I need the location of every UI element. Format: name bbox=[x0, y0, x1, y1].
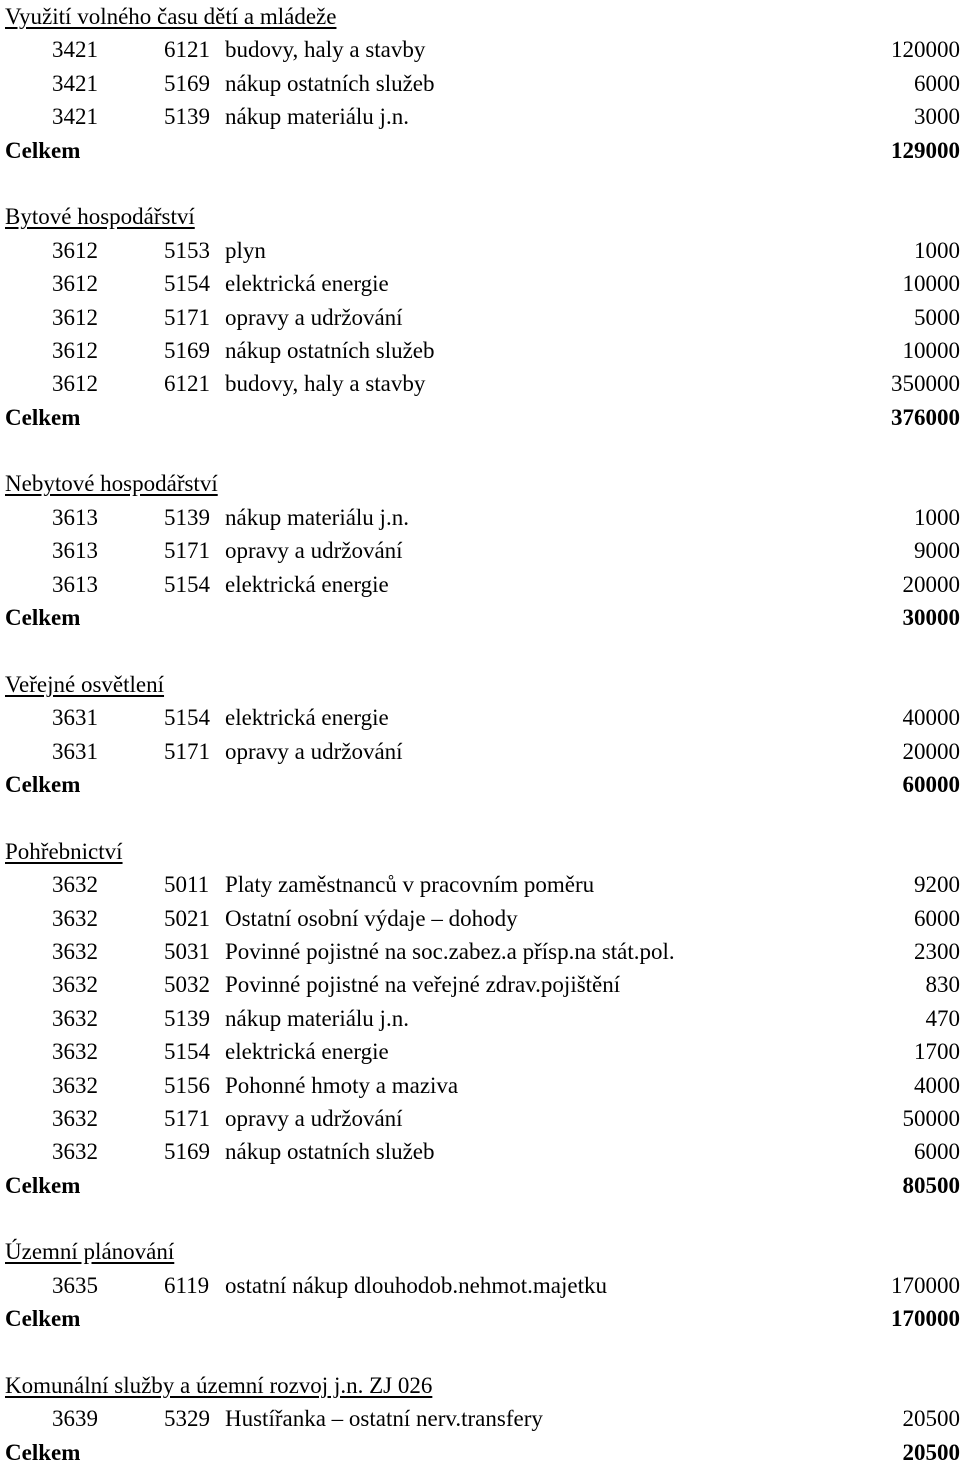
paragraph-code: 3421 bbox=[52, 33, 98, 66]
budget-row bbox=[5, 1035, 960, 1068]
paragraph-code: 3632 bbox=[52, 902, 98, 935]
section-total-row bbox=[5, 601, 960, 634]
total-label: Celkem bbox=[5, 138, 80, 163]
section-spacer bbox=[5, 434, 960, 467]
paragraph-code: 3421 bbox=[52, 100, 98, 133]
section-spacer bbox=[5, 801, 960, 834]
item-amount: 10000 bbox=[903, 267, 960, 300]
paragraph-code: 3613 bbox=[52, 568, 98, 601]
budget-row bbox=[5, 1135, 960, 1168]
paragraph-code: 3632 bbox=[52, 1069, 98, 1102]
item-code: 5139 bbox=[164, 1002, 210, 1035]
section-total-row bbox=[5, 1169, 960, 1202]
budget-row bbox=[5, 968, 960, 1001]
item-code: 5171 bbox=[164, 735, 210, 768]
budget-row bbox=[5, 1069, 960, 1102]
item-description: plyn bbox=[225, 234, 266, 267]
paragraph-code: 3612 bbox=[52, 301, 98, 334]
item-description: Hustířanka – ostatní nerv.transfery bbox=[225, 1402, 543, 1435]
section-total-row bbox=[5, 768, 960, 801]
item-amount: 1000 bbox=[914, 501, 960, 534]
budget-row bbox=[5, 868, 960, 901]
section-heading bbox=[5, 668, 960, 701]
total-amount: 30000 bbox=[903, 601, 960, 634]
paragraph-code: 3421 bbox=[52, 67, 98, 100]
item-description: opravy a udržování bbox=[225, 1102, 403, 1135]
item-description: Povinné pojistné na veřejné zdrav.pojištění bbox=[225, 968, 620, 1001]
budget-row bbox=[5, 935, 960, 968]
item-amount: 5000 bbox=[914, 301, 960, 334]
budget-section bbox=[5, 200, 960, 434]
item-amount: 170000 bbox=[891, 1269, 960, 1302]
item-code: 6119 bbox=[164, 1269, 209, 1302]
paragraph-code: 3635 bbox=[52, 1269, 98, 1302]
budget-section bbox=[5, 668, 960, 802]
item-code: 5171 bbox=[164, 534, 210, 567]
item-code: 5139 bbox=[164, 501, 210, 534]
section-heading bbox=[5, 1369, 960, 1402]
item-amount: 4000 bbox=[914, 1069, 960, 1102]
item-description: opravy a udržování bbox=[225, 534, 403, 567]
item-code: 5171 bbox=[164, 1102, 210, 1135]
item-code: 5139 bbox=[164, 100, 210, 133]
total-label: Celkem bbox=[5, 405, 80, 430]
budget-section bbox=[5, 467, 960, 634]
item-code: 5169 bbox=[164, 1135, 210, 1168]
item-description: Platy zaměstnanců v pracovním poměru bbox=[225, 868, 594, 901]
paragraph-code: 3632 bbox=[52, 868, 98, 901]
budget-row bbox=[5, 1269, 960, 1302]
budget-row bbox=[5, 1402, 960, 1435]
paragraph-code: 3631 bbox=[52, 701, 98, 734]
section-spacer bbox=[5, 1336, 960, 1369]
section-heading bbox=[5, 1235, 960, 1268]
item-description: Povinné pojistné na soc.zabez.a přísp.na stát.pol. bbox=[225, 935, 675, 968]
item-amount: 6000 bbox=[914, 902, 960, 935]
paragraph-code: 3613 bbox=[52, 534, 98, 567]
section-title: Využití volného času dětí a mládeže bbox=[5, 4, 336, 29]
section-title: Bytové hospodářství bbox=[5, 204, 195, 229]
section-heading bbox=[5, 200, 960, 233]
section-total-row bbox=[5, 134, 960, 167]
item-amount: 6000 bbox=[914, 67, 960, 100]
item-description: nákup ostatních služeb bbox=[225, 1135, 435, 1168]
budget-row bbox=[5, 568, 960, 601]
item-amount: 20000 bbox=[903, 735, 960, 768]
item-amount: 120000 bbox=[891, 33, 960, 66]
item-code: 5169 bbox=[164, 67, 210, 100]
item-amount: 2300 bbox=[914, 935, 960, 968]
budget-section bbox=[5, 0, 960, 167]
item-code: 5153 bbox=[164, 234, 210, 267]
paragraph-code: 3613 bbox=[52, 501, 98, 534]
item-code: 5154 bbox=[164, 267, 210, 300]
item-description: Pohonné hmoty a maziva bbox=[225, 1069, 458, 1102]
budget-row bbox=[5, 301, 960, 334]
item-description: budovy, haly a stavby bbox=[225, 367, 425, 400]
total-amount: 376000 bbox=[891, 401, 960, 434]
paragraph-code: 3632 bbox=[52, 1135, 98, 1168]
item-description: opravy a udržování bbox=[225, 301, 403, 334]
item-description: elektrická energie bbox=[225, 1035, 389, 1068]
item-code: 5171 bbox=[164, 301, 210, 334]
item-code: 5031 bbox=[164, 935, 210, 968]
item-amount: 1000 bbox=[914, 234, 960, 267]
item-code: 5169 bbox=[164, 334, 210, 367]
section-spacer bbox=[5, 167, 960, 200]
item-amount: 1700 bbox=[914, 1035, 960, 1068]
section-spacer bbox=[5, 634, 960, 667]
item-amount: 830 bbox=[926, 968, 960, 1001]
item-code: 5154 bbox=[164, 568, 210, 601]
item-description: opravy a udržování bbox=[225, 735, 403, 768]
budget-row bbox=[5, 100, 960, 133]
total-amount: 80500 bbox=[903, 1169, 960, 1202]
item-amount: 9000 bbox=[914, 534, 960, 567]
total-label: Celkem bbox=[5, 1440, 80, 1465]
item-code: 5011 bbox=[164, 868, 209, 901]
budget-row bbox=[5, 334, 960, 367]
budget-row bbox=[5, 234, 960, 267]
item-amount: 20500 bbox=[903, 1402, 960, 1435]
total-amount: 129000 bbox=[891, 134, 960, 167]
budget-row bbox=[5, 67, 960, 100]
budget-row bbox=[5, 534, 960, 567]
item-description: nákup materiálu j.n. bbox=[225, 1002, 409, 1035]
paragraph-code: 3612 bbox=[52, 234, 98, 267]
item-amount: 9200 bbox=[914, 868, 960, 901]
item-amount: 50000 bbox=[903, 1102, 960, 1135]
paragraph-code: 3632 bbox=[52, 968, 98, 1001]
section-title: Územní plánování bbox=[5, 1239, 174, 1264]
item-amount: 350000 bbox=[891, 367, 960, 400]
section-title: Nebytové hospodářství bbox=[5, 471, 218, 496]
item-amount: 20000 bbox=[903, 568, 960, 601]
item-description: elektrická energie bbox=[225, 568, 389, 601]
paragraph-code: 3632 bbox=[52, 1002, 98, 1035]
budget-row bbox=[5, 501, 960, 534]
item-amount: 10000 bbox=[903, 334, 960, 367]
section-heading bbox=[5, 467, 960, 500]
budget-section bbox=[5, 1235, 960, 1335]
item-code: 5021 bbox=[164, 902, 210, 935]
budget-row bbox=[5, 267, 960, 300]
total-label: Celkem bbox=[5, 1173, 80, 1198]
section-total-row bbox=[5, 1302, 960, 1335]
section-total-row bbox=[5, 1436, 960, 1469]
budget-section bbox=[5, 835, 960, 1202]
item-amount: 40000 bbox=[903, 701, 960, 734]
budget-document bbox=[5, 0, 960, 1469]
budget-row bbox=[5, 902, 960, 935]
item-description: nákup materiálu j.n. bbox=[225, 501, 409, 534]
paragraph-code: 3612 bbox=[52, 267, 98, 300]
item-description: elektrická energie bbox=[225, 267, 389, 300]
total-amount: 170000 bbox=[891, 1302, 960, 1335]
paragraph-code: 3632 bbox=[52, 935, 98, 968]
budget-row bbox=[5, 701, 960, 734]
total-label: Celkem bbox=[5, 772, 80, 797]
item-code: 6121 bbox=[164, 33, 210, 66]
item-description: nákup ostatních služeb bbox=[225, 334, 435, 367]
item-code: 5154 bbox=[164, 701, 210, 734]
total-label: Celkem bbox=[5, 605, 80, 630]
paragraph-code: 3632 bbox=[52, 1102, 98, 1135]
item-code: 5032 bbox=[164, 968, 210, 1001]
paragraph-code: 3612 bbox=[52, 334, 98, 367]
item-description: nákup materiálu j.n. bbox=[225, 100, 409, 133]
budget-row bbox=[5, 735, 960, 768]
section-title: Veřejné osvětlení bbox=[5, 672, 164, 697]
paragraph-code: 3612 bbox=[52, 367, 98, 400]
item-description: Ostatní osobní výdaje – dohody bbox=[225, 902, 518, 935]
item-amount: 3000 bbox=[914, 100, 960, 133]
item-code: 5156 bbox=[164, 1069, 210, 1102]
budget-row bbox=[5, 367, 960, 400]
paragraph-code: 3631 bbox=[52, 735, 98, 768]
section-title: Pohřebnictví bbox=[5, 839, 123, 864]
item-code: 5329 bbox=[164, 1402, 210, 1435]
total-amount: 60000 bbox=[903, 768, 960, 801]
paragraph-code: 3632 bbox=[52, 1035, 98, 1068]
total-amount: 20500 bbox=[903, 1436, 960, 1469]
budget-row bbox=[5, 33, 960, 66]
item-description: budovy, haly a stavby bbox=[225, 33, 425, 66]
item-description: elektrická energie bbox=[225, 701, 389, 734]
section-heading bbox=[5, 835, 960, 868]
item-code: 5154 bbox=[164, 1035, 210, 1068]
budget-row bbox=[5, 1002, 960, 1035]
item-code: 6121 bbox=[164, 367, 210, 400]
budget-row bbox=[5, 1102, 960, 1135]
item-description: ostatní nákup dlouhodob.nehmot.majetku bbox=[225, 1269, 607, 1302]
item-amount: 6000 bbox=[914, 1135, 960, 1168]
item-amount: 470 bbox=[926, 1002, 960, 1035]
section-heading bbox=[5, 0, 960, 33]
section-total-row bbox=[5, 401, 960, 434]
paragraph-code: 3639 bbox=[52, 1402, 98, 1435]
section-title: Komunální služby a územní rozvoj j.n. ZJ 026 bbox=[5, 1373, 432, 1398]
item-description: nákup ostatních služeb bbox=[225, 67, 435, 100]
budget-section bbox=[5, 1369, 960, 1469]
total-label: Celkem bbox=[5, 1306, 80, 1331]
section-spacer bbox=[5, 1202, 960, 1235]
